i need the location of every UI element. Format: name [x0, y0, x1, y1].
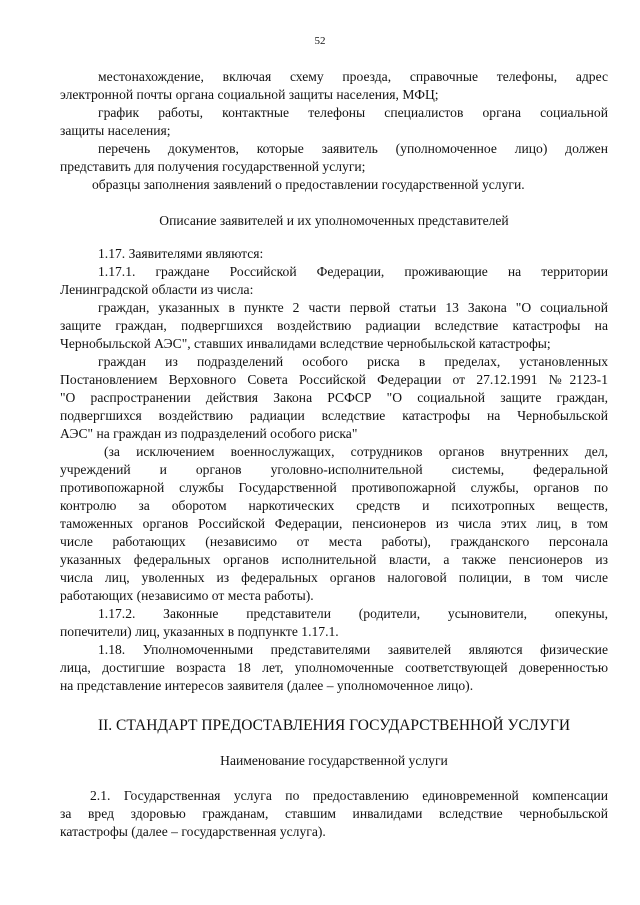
chapter-heading: II. СТАНДАРТ ПРЕДОСТАВЛЕНИЯ ГОСУДАРСТВЕННОЙ УСЛУГИ: [97, 717, 571, 734]
page-number: 52: [314, 35, 326, 47]
text-line: числе работающих (независимо от места работы), гражданского персонала: [60, 534, 608, 549]
section-subheading: Наименование государственной услуги: [220, 753, 448, 768]
text-line: подвергшихся воздействию радиации вследствие катастрофы на Чернобыльской: [60, 408, 608, 423]
text-line: Ленинградской области из числа:: [60, 282, 254, 297]
text-line: противопожарной службы Государственной противопожарной службы, органов по: [60, 480, 608, 495]
text-line: перечень документов, которые заявитель (уполномоченное лицо) должен: [98, 141, 608, 156]
text-line: "О распространении действия Закона РСФСР "О социальной защите граждан,: [60, 390, 608, 405]
text-line: лица, достигшие возраста 18 лет, уполномоченные соответствующей доверенностью: [60, 660, 608, 675]
section-subheading: Описание заявителей и их уполномоченных представителей: [159, 213, 509, 228]
text-line: защиты населения;: [60, 123, 171, 138]
text-line: представить для получения государственной услуги;: [60, 159, 366, 174]
text-line: граждан, указанных в пункте 2 части первой статьи 13 Закона "О социальной: [98, 300, 608, 315]
text-line: попечители) лиц, указанных в подпункте 1.17.1.: [60, 624, 339, 639]
text-line: АЭС" на граждан из подразделений особого риска": [60, 426, 358, 441]
text-line: числа лиц, уволенных из федеральных органов налоговой полиции, в том числе: [60, 570, 608, 585]
text-line: работающих (независимо от места работы).: [60, 588, 314, 603]
text-line: 2.1. Государственная услуга по предоставлению единовременной компенсации: [90, 788, 608, 803]
text-line: 1.17.1. граждане Российской Федерации, проживающие на территории: [98, 264, 608, 279]
text-line: (за исключением военнослужащих, сотрудников органов внутренних дел,: [104, 444, 608, 459]
text-line: образцы заполнения заявлений о предоставлении государственной услуги.: [92, 177, 525, 192]
text-line: 1.18. Уполномоченными представителями заявителей являются физические: [98, 642, 608, 657]
text-line: указанных федеральных органов исполнительной власти, а также пенсионеров из: [60, 552, 608, 567]
text-line: учреждений и органов уголовно-исполнительной системы, федеральной: [60, 462, 608, 477]
text-line: катастрофы (далее – государственная услуга).: [60, 824, 326, 839]
text-line: граждан из подразделений особого риска в пределах, установленных: [98, 354, 608, 369]
text-line: Чернобыльской АЭС", ставших инвалидами вследствие чернобыльской катастрофы;: [60, 336, 551, 351]
text-line: график работы, контактные телефоны специалистов органа социальной: [98, 105, 608, 120]
text-line: 1.17. Заявителями являются:: [98, 246, 264, 261]
text-line: местонахождение, включая схему проезда, справочные телефоны, адрес: [98, 69, 608, 84]
text-line: Постановлением Верховного Совета Российской Федерации от 27.12.1991 №2123-1: [60, 372, 608, 387]
text-line: на представление интересов заявителя (далее – уполномоченное лицо).: [60, 678, 474, 693]
text-line: защите граждан, подвергшихся воздействию радиации вследствие катастрофы на: [60, 318, 608, 333]
text-line: электронной почты органа социальной защиты населения, МФЦ;: [60, 87, 439, 102]
text-line: контролю за оборотом наркотических средств и психотропных веществ,: [60, 498, 608, 513]
text-line: за вред здоровью гражданам, ставшим инвалидами вследствие чернобыльской: [60, 806, 608, 821]
text-line: 1.17.2. Законные представители (родители, усыновители, опекуны,: [98, 606, 608, 621]
text-line: таможенных органов Российской Федерации, пенсионеров из числа этих лиц, в том: [60, 516, 608, 531]
